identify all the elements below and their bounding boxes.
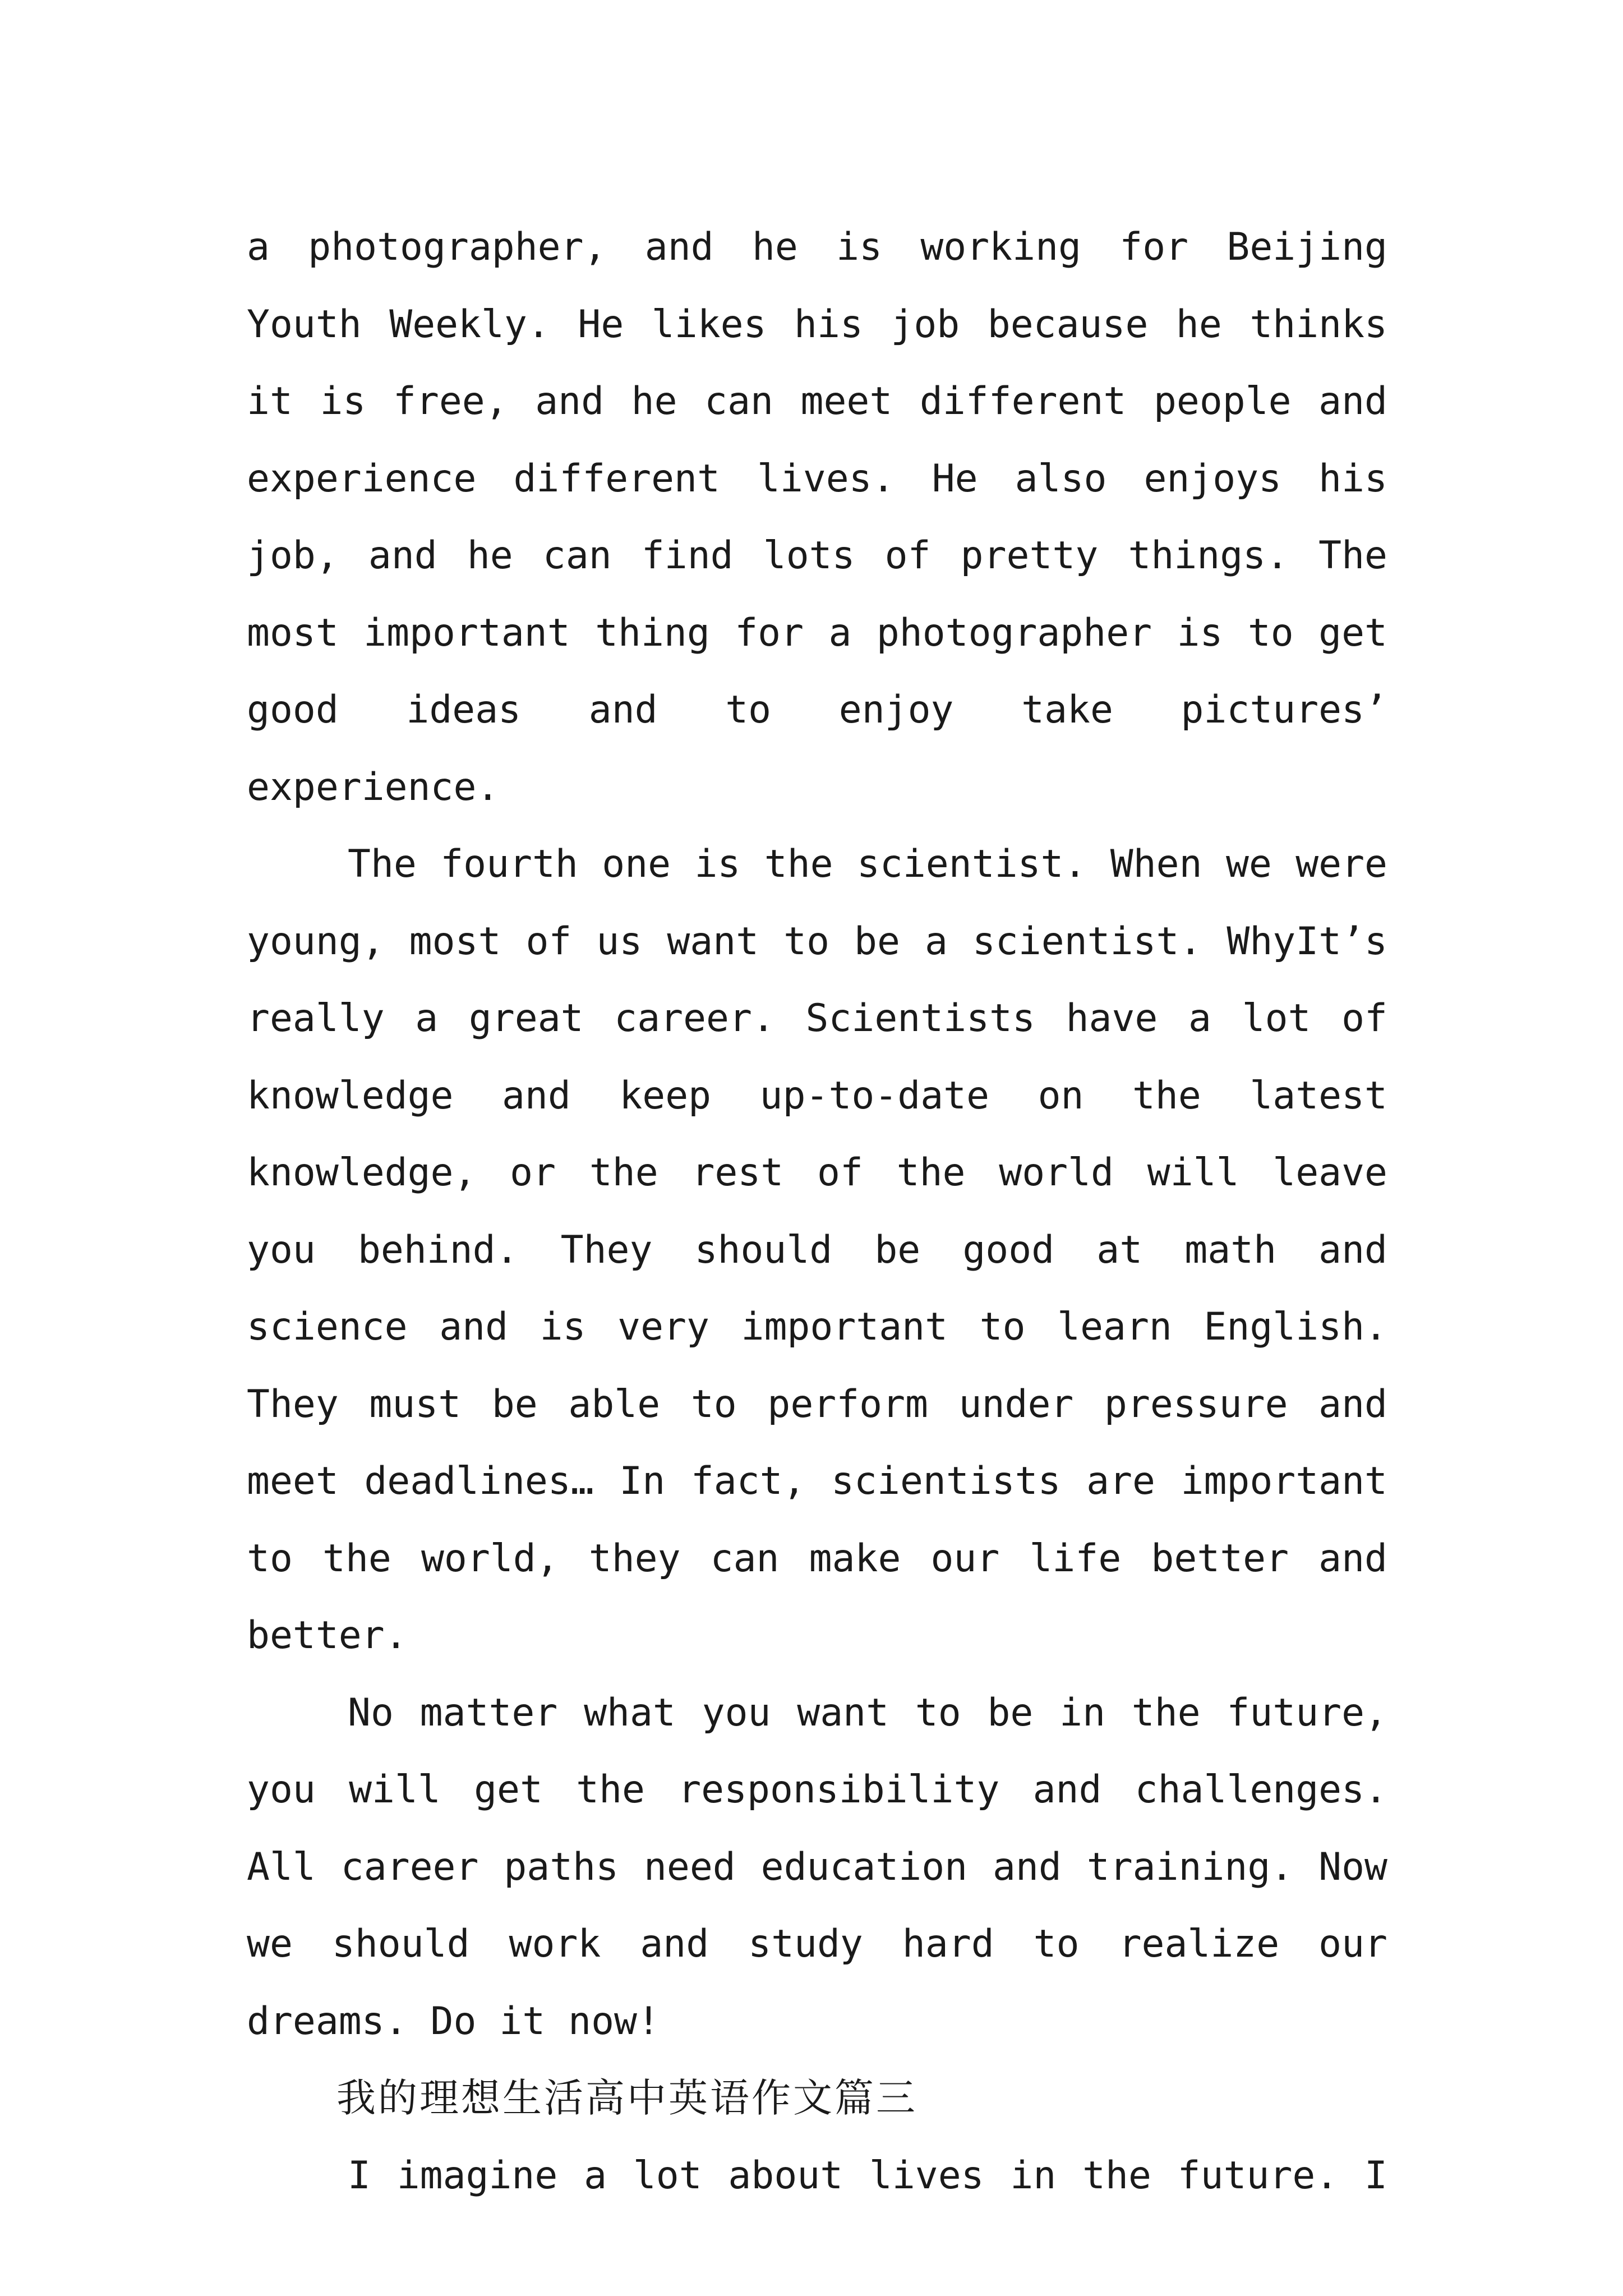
paragraph-photographer: a photographer, and he is working for Beijing Youth Weekly. He likes his job because he thinks it is free, and he can meet different people and experience different lives. He also enjoys his job, and he can find lots of pretty things. The most important thing for a photographer is to get good ideas and to enjoy take pictures’ experience. xyxy=(247,225,1387,809)
paragraph-future-start: I imagine a lot about lives in the future. I xyxy=(348,2153,1387,2198)
document-body xyxy=(247,209,1387,2214)
paragraph-conclusion: No matter what you want to be in the future, you will get the responsibility and challenges. All career paths need education and training. Now we should work and study hard to realize our dreams. Do it now! xyxy=(247,1690,1387,2044)
paragraph-scientist: The fourth one is the scientist. When we were young, most of us want to be a scientist. WhyIt’s really a great career. Scientists have a lot of knowledge and keep up-to-date on the latest knowledge, or the rest of the world will leave you behind. They should be good at math and science and is very important to learn English. They must be able to perform under pressure and meet deadlines… In fact, scientists are important to the world, they can make our life better and better. xyxy=(247,842,1387,1658)
section-heading: 我的理想生活高中英语作文篇三 xyxy=(336,2075,917,2121)
